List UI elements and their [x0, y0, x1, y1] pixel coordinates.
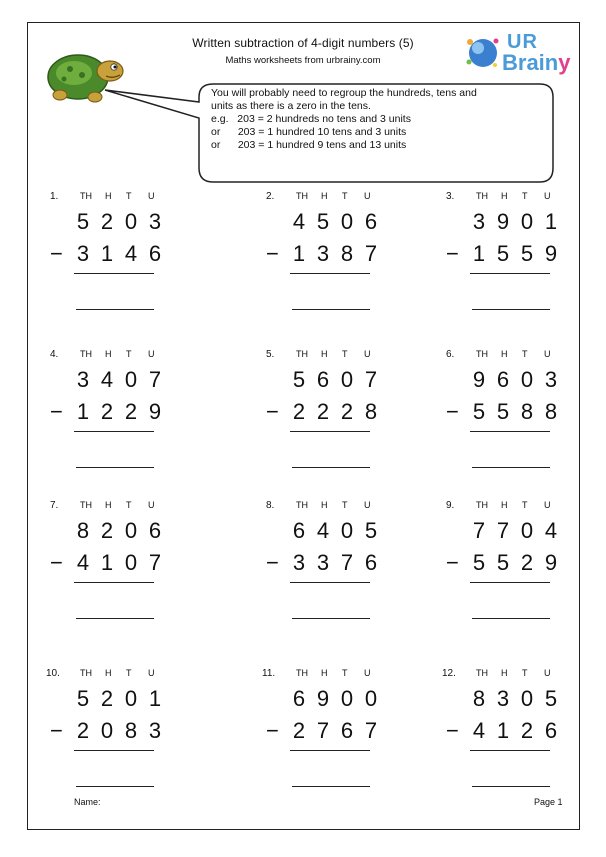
minuend-digit: 6: [292, 518, 306, 543]
answer-line[interactable]: [292, 309, 370, 310]
subtrahend-digit: 8: [520, 399, 534, 424]
subtrahend-digit: 8: [364, 399, 378, 424]
subtraction-line: [470, 273, 550, 274]
page-title: Written subtraction of 4-digit numbers (5): [192, 36, 414, 50]
minus-sign: −: [50, 550, 63, 575]
subtrahend-digit: 8: [340, 241, 354, 266]
place-value-header: T: [522, 191, 528, 201]
subtrahend-digit: 9: [148, 399, 162, 424]
minuend-digit: 4: [100, 367, 114, 392]
place-value-header: T: [342, 500, 348, 510]
subtrahend-digit: 2: [520, 550, 534, 575]
page-number: Page 1: [534, 797, 563, 807]
minuend-digit: 0: [520, 367, 534, 392]
minuend-digit: 0: [520, 686, 534, 711]
hint-line: You will probably need to regroup the hundreds, tens and: [211, 87, 477, 99]
subtraction-line: [74, 582, 154, 583]
minus-sign: −: [266, 241, 279, 266]
subtrahend-digit: 2: [292, 718, 306, 743]
hint-text: [211, 87, 551, 152]
minuend-digit: 0: [124, 209, 138, 234]
minuend-digit: 0: [340, 518, 354, 543]
subtraction-problem: [266, 349, 396, 499]
minus-sign: −: [50, 718, 63, 743]
minuend-digit: 0: [340, 367, 354, 392]
subtrahend-digit: 0: [124, 550, 138, 575]
minus-sign: −: [50, 399, 63, 424]
subtrahend-digit: 2: [76, 718, 90, 743]
subtrahend-digit: 7: [148, 550, 162, 575]
minuend-digit: 0: [124, 686, 138, 711]
subtraction-line: [290, 750, 370, 751]
minuend-digit: 4: [544, 518, 558, 543]
minuend-digit: 5: [316, 209, 330, 234]
subtrahend-digit: 7: [364, 241, 378, 266]
subtrahend-digit: 1: [76, 399, 90, 424]
subtrahend-digit: 4: [124, 241, 138, 266]
minuend-digit: 2: [100, 209, 114, 234]
answer-line[interactable]: [76, 309, 154, 310]
subtrahend-digit: 2: [340, 399, 354, 424]
problem-number: 8.: [266, 500, 275, 511]
subtraction-line: [74, 750, 154, 751]
place-value-header: H: [501, 349, 508, 359]
problem-number: 10.: [46, 668, 60, 679]
logo-text-ur: UR: [507, 31, 538, 53]
minuend-digit: 3: [76, 367, 90, 392]
page-subtitle: Maths worksheets from urbrainy.com: [225, 55, 381, 66]
place-value-header: H: [501, 500, 508, 510]
answer-line[interactable]: [292, 467, 370, 468]
subtrahend-digit: 3: [148, 718, 162, 743]
minuend-digit: 9: [472, 367, 486, 392]
minuend-digit: 5: [544, 686, 558, 711]
subtrahend-digit: 7: [316, 718, 330, 743]
minuend-digit: 0: [364, 686, 378, 711]
subtrahend-digit: 6: [340, 718, 354, 743]
minuend-digit: 8: [472, 686, 486, 711]
problem-number: 3.: [446, 191, 455, 202]
subtrahend-digit: 6: [148, 241, 162, 266]
answer-line[interactable]: [472, 786, 550, 787]
place-value-header: U: [148, 500, 155, 510]
place-value-header: H: [105, 668, 112, 678]
minuend-digit: 3: [496, 686, 510, 711]
problem-number: 6.: [446, 349, 455, 360]
subtraction-problem: [50, 191, 180, 341]
place-value-header: TH: [296, 500, 308, 510]
place-value-header: H: [321, 500, 328, 510]
subtrahend-digit: 3: [76, 241, 90, 266]
place-value-header: U: [148, 668, 155, 678]
minuend-digit: 6: [148, 518, 162, 543]
minuend-digit: 4: [292, 209, 306, 234]
subtraction-problem: [446, 500, 576, 650]
name-label: Name:: [74, 797, 101, 807]
minuend-digit: 5: [76, 686, 90, 711]
logo-text-y: y: [558, 50, 571, 75]
place-value-header: U: [148, 349, 155, 359]
hint-line: units as there is a zero in the tens.: [211, 100, 371, 112]
minuend-digit: 7: [496, 518, 510, 543]
minuend-digit: 3: [148, 209, 162, 234]
subtrahend-digit: 3: [316, 241, 330, 266]
answer-line[interactable]: [76, 618, 154, 619]
minuend-digit: 5: [292, 367, 306, 392]
subtrahend-digit: 6: [364, 550, 378, 575]
subtrahend-digit: 1: [100, 550, 114, 575]
urbrainy-logo: [462, 28, 580, 80]
place-value-header: U: [364, 500, 371, 510]
subtrahend-digit: 3: [292, 550, 306, 575]
subtraction-line: [290, 582, 370, 583]
subtrahend-digit: 1: [100, 241, 114, 266]
place-value-header: T: [126, 191, 132, 201]
subtraction-problem: [50, 500, 180, 650]
subtrahend-digit: 5: [496, 399, 510, 424]
place-value-header: H: [321, 191, 328, 201]
minus-sign: −: [446, 241, 459, 266]
subtrahend-digit: 5: [472, 399, 486, 424]
minuend-digit: 0: [124, 518, 138, 543]
place-value-header: TH: [80, 191, 92, 201]
minus-sign: −: [50, 241, 63, 266]
place-value-header: TH: [476, 500, 488, 510]
subtraction-problem: [442, 668, 576, 818]
subtrahend-digit: 8: [124, 718, 138, 743]
place-value-header: H: [105, 191, 112, 201]
minuend-digit: 7: [472, 518, 486, 543]
place-value-header: TH: [476, 668, 488, 678]
place-value-header: U: [544, 349, 551, 359]
hint-line: e.g. 203 = 2 hundreds no tens and 3 units: [211, 113, 411, 125]
place-value-header: U: [364, 668, 371, 678]
subtrahend-digit: 4: [472, 718, 486, 743]
subtrahend-digit: 8: [544, 399, 558, 424]
minuend-digit: 2: [100, 518, 114, 543]
subtraction-line: [290, 431, 370, 432]
minuend-digit: 6: [496, 367, 510, 392]
subtraction-line: [74, 273, 154, 274]
minuend-digit: 2: [100, 686, 114, 711]
minuend-digit: 9: [316, 686, 330, 711]
subtraction-problem: [266, 191, 396, 341]
subtrahend-digit: 1: [472, 241, 486, 266]
answer-line[interactable]: [472, 618, 550, 619]
minuend-digit: 1: [544, 209, 558, 234]
answer-line[interactable]: [76, 786, 154, 787]
hint-line: or 203 = 1 hundred 10 tens and 3 units: [211, 126, 407, 138]
place-value-header: T: [342, 668, 348, 678]
place-value-header: TH: [476, 191, 488, 201]
subtrahend-digit: 7: [364, 718, 378, 743]
answer-line[interactable]: [292, 618, 370, 619]
subtrahend-digit: 5: [472, 550, 486, 575]
subtrahend-digit: 2: [124, 399, 138, 424]
subtraction-line: [470, 431, 550, 432]
subtrahend-digit: 4: [76, 550, 90, 575]
subtraction-line: [470, 750, 550, 751]
minuend-digit: 3: [544, 367, 558, 392]
place-value-header: U: [544, 191, 551, 201]
hint-line: or 203 = 1 hundred 9 tens and 13 units: [211, 139, 407, 151]
place-value-header: U: [364, 191, 371, 201]
logo-text-brainy: [502, 50, 571, 76]
minus-sign: −: [266, 550, 279, 575]
problem-number: 9.: [446, 500, 455, 511]
place-value-header: U: [148, 191, 155, 201]
minuend-digit: 6: [364, 209, 378, 234]
place-value-header: H: [105, 500, 112, 510]
subtraction-problem: [50, 349, 180, 499]
minuend-digit: 0: [520, 209, 534, 234]
place-value-header: U: [544, 668, 551, 678]
logo-ball-icon: [466, 36, 500, 70]
place-value-header: H: [321, 668, 328, 678]
subtraction-line: [470, 582, 550, 583]
subtrahend-digit: 9: [544, 550, 558, 575]
place-value-header: H: [105, 349, 112, 359]
place-value-header: T: [522, 500, 528, 510]
answer-line[interactable]: [292, 786, 370, 787]
subtrahend-digit: 6: [544, 718, 558, 743]
minuend-digit: 7: [364, 367, 378, 392]
place-value-header: T: [522, 668, 528, 678]
minuend-digit: 6: [316, 367, 330, 392]
minuend-digit: 5: [364, 518, 378, 543]
problem-number: 4.: [50, 349, 59, 360]
place-value-header: TH: [80, 500, 92, 510]
subtraction-problem: [46, 668, 180, 818]
answer-line[interactable]: [472, 309, 550, 310]
place-value-header: T: [342, 349, 348, 359]
subtrahend-digit: 2: [316, 399, 330, 424]
subtrahend-digit: 3: [316, 550, 330, 575]
subtrahend-digit: 5: [520, 241, 534, 266]
minuend-digit: 4: [316, 518, 330, 543]
subtrahend-digit: 7: [340, 550, 354, 575]
place-value-header: U: [364, 349, 371, 359]
problem-number: 11.: [262, 668, 276, 679]
problem-number: 1.: [50, 191, 59, 202]
place-value-header: TH: [296, 349, 308, 359]
minuend-digit: 3: [472, 209, 486, 234]
minus-sign: −: [446, 550, 459, 575]
minuend-digit: 6: [292, 686, 306, 711]
place-value-header: T: [342, 191, 348, 201]
subtrahend-digit: 1: [496, 718, 510, 743]
minuend-digit: 5: [76, 209, 90, 234]
answer-line[interactable]: [76, 467, 154, 468]
minuend-digit: 0: [340, 686, 354, 711]
subtraction-problem: [266, 500, 396, 650]
minus-sign: −: [446, 399, 459, 424]
minuend-digit: 0: [340, 209, 354, 234]
place-value-header: T: [126, 668, 132, 678]
minus-sign: −: [266, 718, 279, 743]
place-value-header: TH: [476, 349, 488, 359]
subtraction-problem: [262, 668, 396, 818]
subtraction-line: [290, 273, 370, 274]
subtrahend-digit: 9: [544, 241, 558, 266]
subtraction-problem: [446, 349, 576, 499]
subtrahend-digit: 2: [100, 399, 114, 424]
subtrahend-digit: 1: [292, 241, 306, 266]
minuend-digit: 8: [76, 518, 90, 543]
place-value-header: H: [501, 191, 508, 201]
problem-number: 7.: [50, 500, 59, 511]
logo-text-brain: Brain: [502, 50, 559, 75]
place-value-header: TH: [80, 349, 92, 359]
problem-number: 5.: [266, 349, 275, 360]
subtrahend-digit: 5: [496, 550, 510, 575]
place-value-header: T: [126, 500, 132, 510]
minuend-digit: 1: [148, 686, 162, 711]
place-value-header: H: [501, 668, 508, 678]
place-value-header: U: [544, 500, 551, 510]
place-value-header: T: [126, 349, 132, 359]
answer-line[interactable]: [472, 467, 550, 468]
minuend-digit: 7: [148, 367, 162, 392]
minuend-digit: 0: [124, 367, 138, 392]
place-value-header: TH: [296, 191, 308, 201]
minus-sign: −: [446, 718, 459, 743]
minuend-digit: 9: [496, 209, 510, 234]
subtrahend-digit: 2: [292, 399, 306, 424]
subtraction-line: [74, 431, 154, 432]
subtraction-problem: [446, 191, 576, 341]
minus-sign: −: [266, 399, 279, 424]
place-value-header: H: [321, 349, 328, 359]
minuend-digit: 0: [520, 518, 534, 543]
subtrahend-digit: 5: [496, 241, 510, 266]
subtrahend-digit: 0: [100, 718, 114, 743]
place-value-header: T: [522, 349, 528, 359]
subtrahend-digit: 2: [520, 718, 534, 743]
problem-number: 2.: [266, 191, 275, 202]
place-value-header: TH: [80, 668, 92, 678]
place-value-header: TH: [296, 668, 308, 678]
problem-number: 12.: [442, 668, 456, 679]
